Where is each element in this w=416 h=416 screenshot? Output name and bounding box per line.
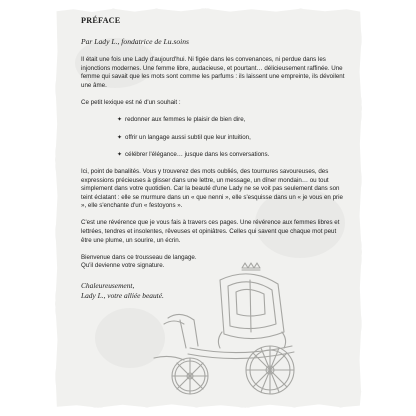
- welcome-line: Bienvenue dans ce trousseau de langage.: [81, 253, 197, 261]
- closing-author: Lady L., votre alliée beauté.: [81, 291, 164, 301]
- sparkle-bullet-icon: ✦: [117, 117, 123, 124]
- page-title: PRÉFACE: [81, 16, 121, 25]
- closing-signature: [81, 281, 346, 301]
- list-item: [117, 151, 346, 160]
- paragraph-reverence: C'est une révérence que je vous fais à travers ces pages. Une révérence aux femmes libres et lettrées, tendres et insolentes, rêveuses et opiniâtres. Celles qui savent que chaque mot peut être une plume, un sourire, un écrin.: [81, 219, 340, 244]
- closing-greeting: Chaleureusement,: [81, 281, 135, 291]
- wish-list: [81, 116, 346, 159]
- list-item-text: célébrer l'élégance… jusque dans les conversations.: [125, 150, 270, 158]
- sparkle-bullet-icon: ✦: [117, 151, 123, 158]
- paragraph-banalities: Ici, point de banalités. Vous y trouverez des mots oubliés, des tournures savoureuses, des expressions précieuses à glisser dans une lettre, un message, un dîner mondain… ou tout simplement dans votre quotidien. Car la beauté d'une Lady ne se voit pas seulement dans son teint éclatant : elle se murmure dans un « que nenni », elle s'esquisse dans un « je vous en prie », elle s'enchante d'un « festoyons ».: [81, 167, 343, 210]
- list-item-text: redonner aux femmes le plaisir de bien dire,: [125, 116, 246, 124]
- preface-text: [81, 17, 346, 301]
- signature-line: Qu'il devienne votre signature.: [81, 262, 165, 270]
- list-item: [117, 134, 346, 143]
- paragraph-intro: Il était une fois une Lady d'aujourd'hui. Ni figée dans les convenances, ni perdue dans les injonctions modernes. Une femme libre, audacieuse, et pourtant… délicieusement raffinée. Une femme qui savait que les mots sont comme les parfums : ils laissent une empreinte, ils dévoilent une âme.: [81, 56, 345, 89]
- paragraph-welcome: [81, 254, 346, 271]
- list-item-text: offrir un langage aussi subtil que leur intuition,: [125, 133, 251, 141]
- author-byline: Par Lady L., fondatrice de Lu.soins: [81, 36, 190, 46]
- list-item: [117, 116, 346, 125]
- paragraph-wish: Ce petit lexique est né d'un souhait :: [81, 99, 181, 107]
- sparkle-bullet-icon: ✦: [117, 134, 123, 141]
